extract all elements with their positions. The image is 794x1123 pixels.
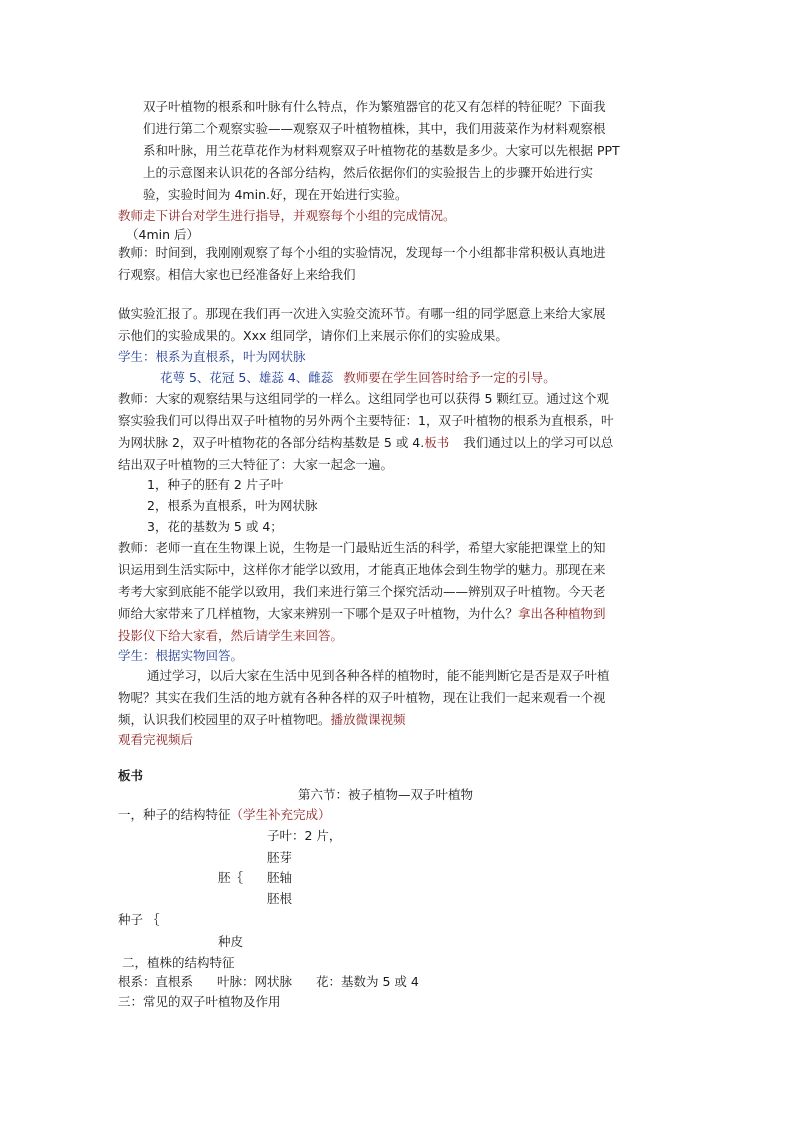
after-video-note: 观看完视频后 [118, 732, 194, 747]
closing-line-1: 通过学习，以后大家在生活中见到各种各样的植物时，能不能判断它是否是双子叶植 [147, 668, 610, 683]
plumule: 胚芽 [267, 850, 293, 865]
cotyledon: 子叶：2 片， [267, 828, 342, 843]
flower-parts: 花萼 5、花冠 5、雄蕊 4、雌蕊 [160, 370, 334, 385]
teacher-speech-line-2: 行观察。相信大家也已经准备好上来给我们 [118, 267, 356, 282]
intro-line-4: 上的示意图来认识花的各部分结构，然后依据你们的实验报告上的步骤开始进行实 [143, 165, 594, 180]
report-line-1: 做实验汇报了。那现在我们再一次进入实验交流环节。有哪一组的同学愿意上来给大家展 [118, 306, 606, 321]
flower-parts-line [160, 368, 556, 388]
closing-line-2: 物呢？其实在我们生活的地方就有各种各样的双子叶植物，现在让我们一起来观看一个视 [118, 690, 606, 705]
report-line-2: 示他们的实验成果的。Xxx 组同学，请你们上来展示你们的实验成果。 [118, 328, 508, 343]
root-type: 根系：直根系 [118, 974, 194, 989]
summary-tail: 我们通过以上的学习可以总 [463, 435, 614, 450]
teacher-summary-line-2: 察实验我们可以得出双子叶植物的另外两个主要特征：1，双子叶植物的根系为直根系，叶 [118, 413, 614, 428]
teacher-activity-line-3: 考考大家到底能不能学以致用，我们来进行第三个探究活动——辨别双子叶植物。今天老 [118, 584, 606, 599]
closing-text: 频，认识我们校园里的双子叶植物吧。 [118, 712, 331, 727]
teacher-speech-line-1: 教师：时间到，我刚刚观察了每个小组的实验情况，发现每一个小组都非常积极认真地进 [118, 245, 606, 260]
teacher-summary-line-3 [118, 433, 613, 453]
radicle: 胚根 [267, 891, 293, 906]
show-plants-note: 拿出各种植物到 [518, 606, 606, 621]
board-section-2: 二，植株的结构特征 [122, 955, 235, 970]
plant-features-line [118, 972, 419, 992]
intro-line-5: 验，实验时间为 4min.好，现在开始进行实验。 [143, 187, 408, 202]
student-answer-1: 学生：根系为直根系，叶为网状脉 [118, 349, 306, 364]
teacher-activity-line-2: 识运用到生活实际中，这样你才能学以致用，才能真正地体会到生物学的魅力。那现在来 [118, 562, 606, 577]
feature-2: 2，根系为直根系，叶为网状脉 [147, 498, 318, 513]
closing-line-3 [118, 710, 406, 730]
section-1-label: 一，种子的结构特征 [118, 807, 231, 822]
teacher-activity-line-5: 投影仪下给大家看，然后请学生来回答。 [118, 628, 344, 643]
activity-text: 师给大家带来了几样植物，大家来辨别一下哪个是双子叶植物，为什么？ [118, 606, 519, 621]
section-1-note: （学生补充完成） [230, 807, 331, 822]
guidance-note: 教师要在学生回答时给予一定的引导。 [343, 370, 556, 385]
play-video-note: 播放微课视频 [330, 712, 406, 727]
summary-text: 为网状脉 2，双子叶植物花的各部分结构基数是 5 或 4. [118, 435, 425, 450]
board-section-1 [118, 805, 331, 825]
teacher-summary-line-4: 结出双子叶植物的三大特征了：大家一起念一遍。 [118, 457, 394, 472]
feature-1: 1，种子的胚有 2 片子叶 [147, 477, 284, 492]
teacher-activity-line-1: 教师：老师一直在生物课上说，生物是一门最贴近生活的科学，希望大家能把课堂上的知 [118, 540, 606, 555]
intro-line-1: 双子叶植物的根系和叶脉有什么特点，作为繁殖器官的花又有怎样的特征呢？下面我 [143, 99, 606, 114]
teacher-summary-line-1: 教师：大家的观察结果与这组同学的一样么。这组同学也可以获得 5 颗红豆。通过这个观 [118, 391, 609, 406]
board-heading: 板书 [118, 768, 144, 783]
feature-3: 3，花的基数为 5 或 4； [147, 519, 283, 534]
hypocotyl: 胚轴 [267, 870, 293, 885]
student-answer-2: 学生：根据实物回答。 [118, 648, 244, 663]
board-mark: 板书 [424, 435, 450, 450]
intro-line-3: 系和叶脉，用兰花草花作为材料观察双子叶植物花的基数是多少。大家可以先根据 PPT [143, 143, 620, 158]
time-marker: （4min 后） [126, 227, 199, 242]
seed-brace: 种子 ｛ [118, 912, 160, 927]
board-title: 第六节：被子植物—双子叶植物 [298, 787, 474, 802]
teacher-activity-line-4 [118, 604, 606, 624]
seed-coat: 种皮 [218, 934, 244, 949]
board-section-3: 三：常见的双子叶植物及作用 [118, 994, 281, 1009]
intro-line-2: 们进行第二个观察实验——观察双子叶植物植株，其中，我们用菠菜作为材料观察根 [143, 121, 606, 136]
flower-base: 花：基数为 5 或 4 [316, 974, 419, 989]
vein-type: 叶脉：网状脉 [217, 974, 293, 989]
embryo-brace: 胚｛ [218, 870, 244, 885]
teacher-action-note: 教师走下讲台对学生进行指导，并观察每个小组的完成情况。 [118, 208, 456, 223]
